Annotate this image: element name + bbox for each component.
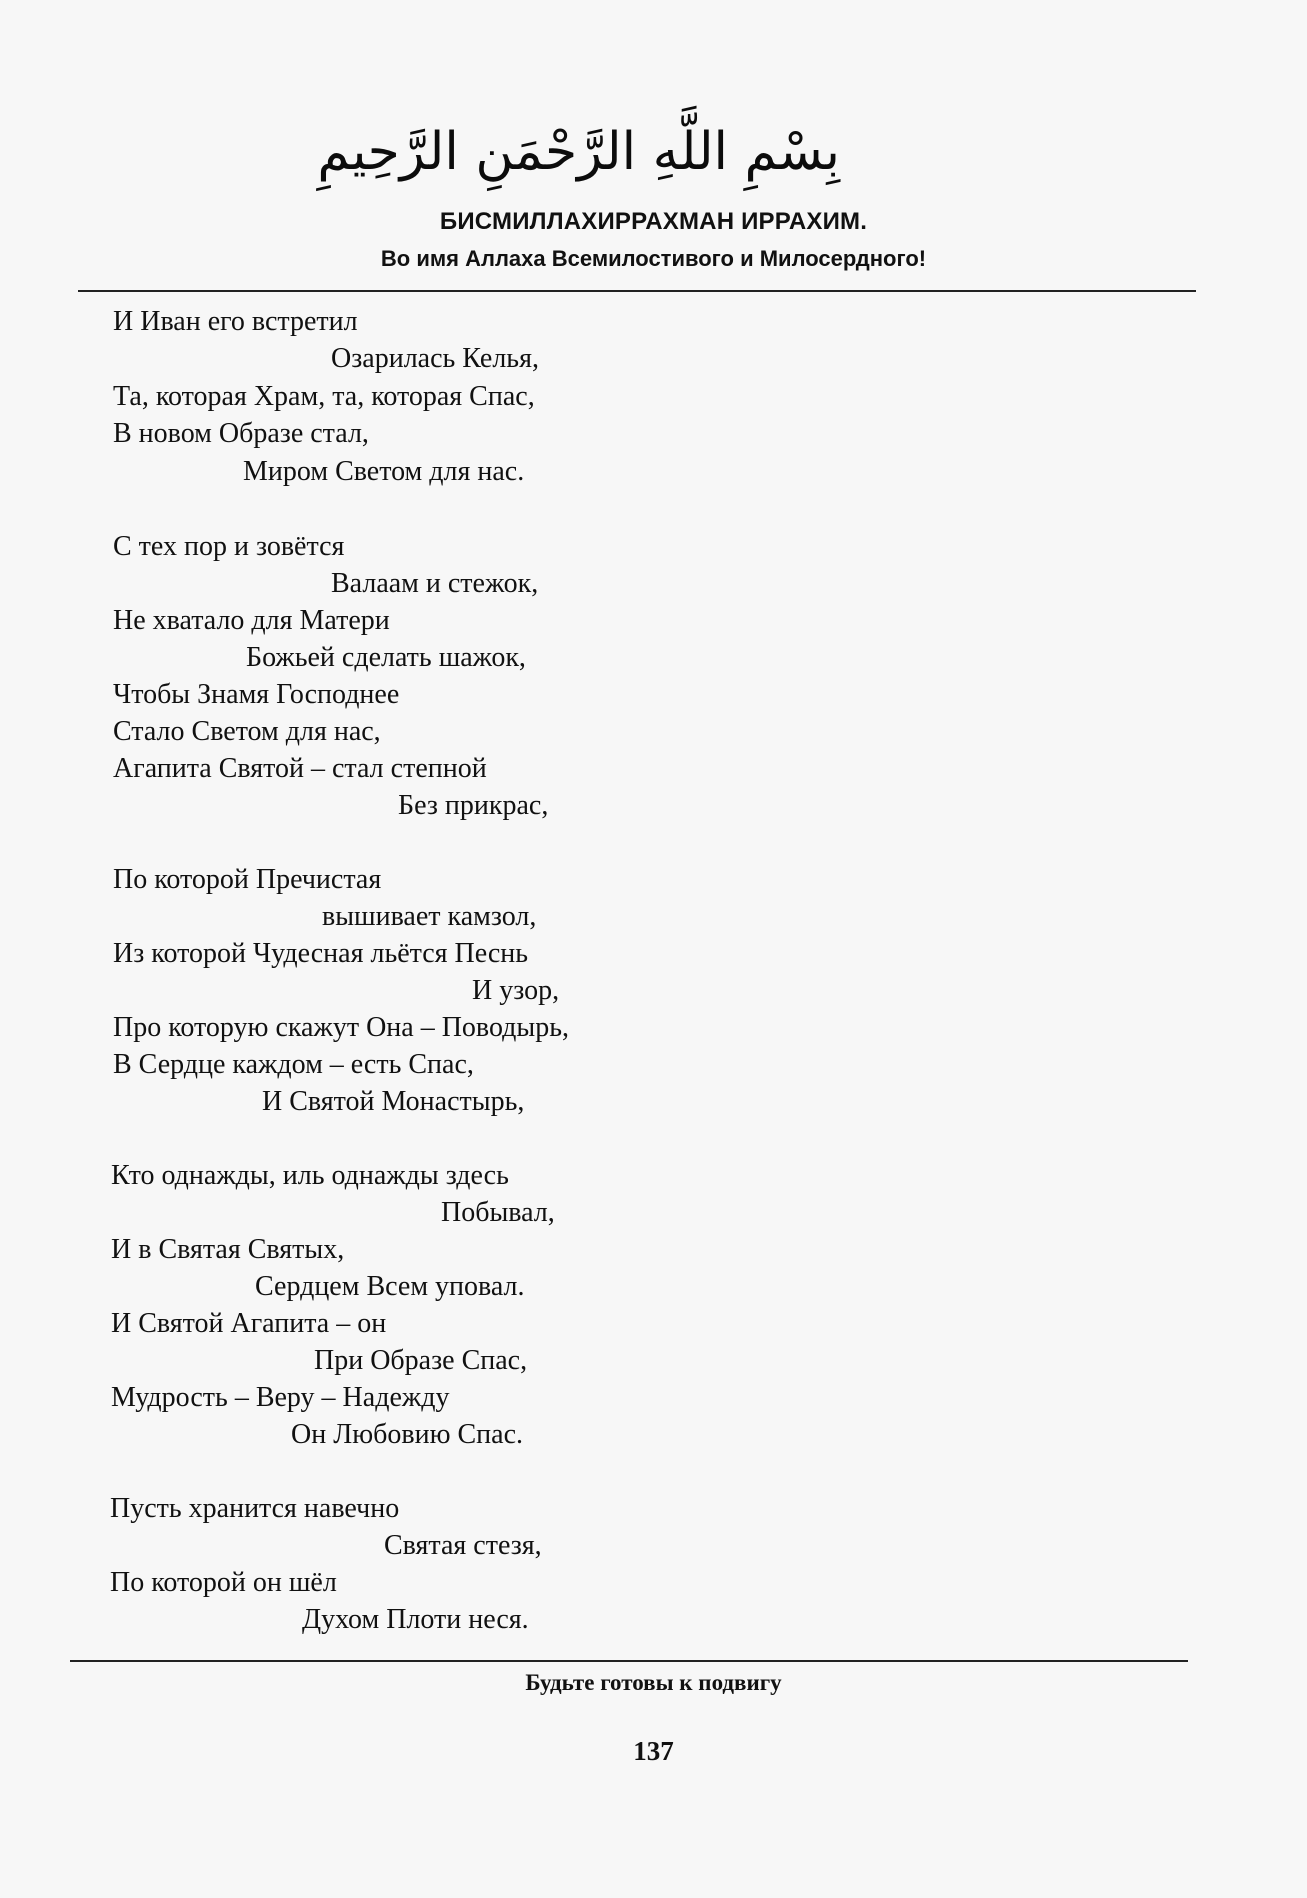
poem-line: Святая стезя, <box>384 1530 542 1561</box>
poem-line: И в Святая Святых, <box>111 1234 345 1265</box>
poem-line: В Сердце каждом – есть Спас, <box>113 1049 474 1080</box>
poem-line: По которой он шёл <box>110 1567 337 1598</box>
poem-line: И Иван его встретил <box>113 306 358 337</box>
poem-line: Чтобы Знамя Господнее <box>113 679 400 710</box>
poem-line: Из которой Чудесная льётся Песнь <box>113 938 529 969</box>
poem-line: Озарилась Келья, <box>331 343 539 374</box>
header-subtitle: Во имя Аллаха Всемилостивого и Милосердного! <box>380 246 927 271</box>
poem-line: вышивает камзол, <box>322 901 537 932</box>
poem-line: Божьей сделать шажок, <box>246 642 526 673</box>
poem-line: Без прикрас, <box>398 790 549 821</box>
poem-line: И узор, <box>472 975 560 1006</box>
poem-line: И Святой Монастырь, <box>262 1086 525 1117</box>
poem-line: Мудрость – Веру – Надежду <box>111 1382 450 1413</box>
header-title: БИСМИЛЛАХИРРАХМАН ИРРАХИМ. <box>439 208 868 235</box>
bottom-divider <box>70 1660 1188 1662</box>
footer-caption: Будьте готовы к подвигу <box>525 1670 782 1695</box>
bismillah-calligraphy: بِسْمِ اللَّهِ الرَّحْمَنِ الرَّحِيمِ <box>317 122 840 182</box>
poem-line: Стало Светом для нас, <box>113 716 381 747</box>
poem-line: Про которую скажут Она – Поводырь, <box>113 1012 569 1043</box>
poem-line: Агапита Святой – стал степной <box>113 753 487 784</box>
poem-line: Валаам и стежок, <box>331 568 539 599</box>
poem-line: Пусть хранится навечно <box>110 1493 400 1524</box>
poem-line: И Святой Агапита – он <box>111 1308 387 1339</box>
poem-line: Кто однажды, иль однажды здесь <box>111 1160 509 1191</box>
page-number: 137 <box>633 1736 674 1766</box>
poem-line: Та, которая Храм, та, которая Спас, <box>113 381 535 412</box>
poem-line: Миром Светом для нас. <box>243 456 525 487</box>
poem-line: С тех пор и зовётся <box>113 531 345 562</box>
poem-line: Сердцем Всем уповал. <box>255 1271 525 1302</box>
poem-line: Он Любовию Спас. <box>291 1419 523 1450</box>
poem-line: Духом Плоти неся. <box>302 1604 529 1635</box>
poem-line: При Образе Спас, <box>314 1345 528 1376</box>
poem-line: В новом Образе стал, <box>113 418 369 449</box>
poem-line: Побывал, <box>441 1197 555 1228</box>
poem-line: По которой Пречистая <box>113 864 382 895</box>
poem-line: Не хватало для Матери <box>113 605 390 636</box>
